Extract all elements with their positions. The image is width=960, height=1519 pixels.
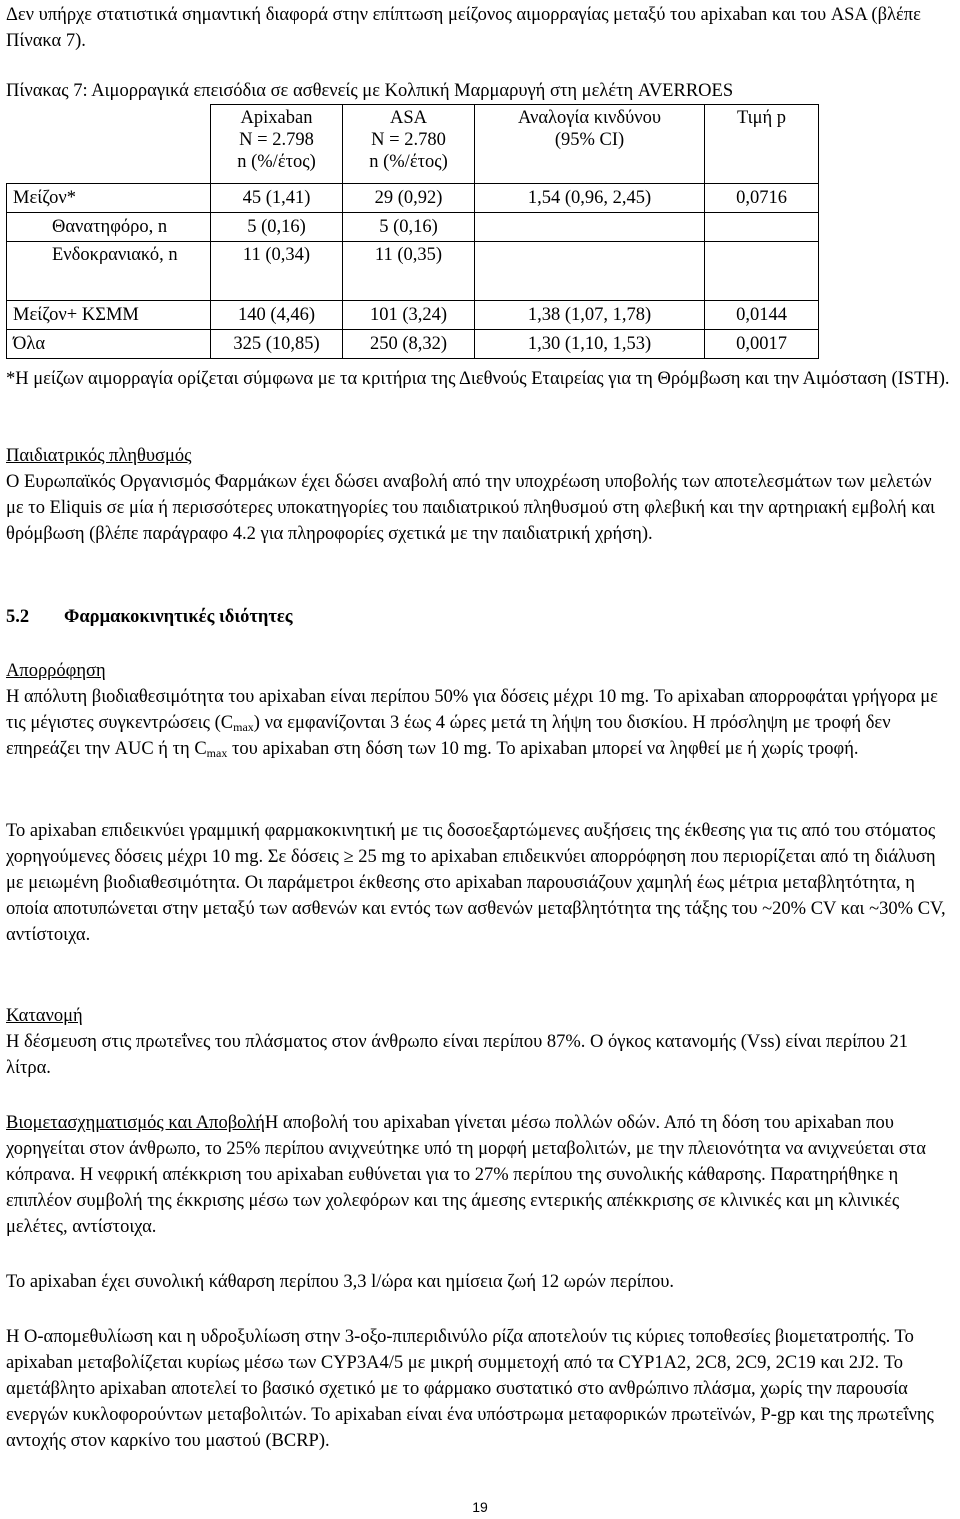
absorption-heading: Απορρόφηση — [6, 661, 106, 681]
pediatric-heading: Παιδιατρικός πληθυσμός — [6, 446, 192, 466]
section-number: 5.2 — [6, 607, 30, 627]
section-title: Φαρμακοκινητικές ιδιότητες — [64, 607, 293, 627]
cell-p-value — [705, 213, 819, 242]
cell-p-value: 0,0144 — [705, 301, 819, 330]
metabolism-paragraph-3: Η O-απομεθυλίωση και η υδροξυλίωση στην 3-οξο-πιπεριδινύλο ρίζα αποτελούν τις κύριες τοποθεσίες βιομετατροπής. Το apixaban μεταβολίζεται κυρίως μέσω των CYP3A4/5 με μικρή συμμετοχή από τα CYP1A2, 2C8, 2C9, 2C19 και 2J2. Το αμετάβλητο apixaban αποτελεί το βασικό σχετικό με το φάρμακο συστατικό στο ανθρώπινο πλάσμα, χωρίς την παρουσία ενεργών κυκλοφορούντων μεταβολιτών. Το apixaban είναι ένα υπόστρωμα μεταφορικών πρωτεϊνών, P-gp και της πρωτεΐνης αντοχής στον καρκίνο του μαστού (BCRP). — [6, 1327, 934, 1451]
header-asa — [343, 105, 475, 184]
absorption-text-a: Η απόλυτη βιοδιαθεσιμότητα του apixaban είναι περίπου 50% για δόσεις μέχρι 10 mg. Το apixaban απορροφάται γρήγορα με τις μέγιστες συγκεντρώσεις (C — [6, 687, 938, 733]
table-row — [7, 301, 819, 330]
absorption-paragraph-1 — [6, 684, 952, 762]
metabolism-paragraph-2: Το apixaban έχει συνολική κάθαρση περίπου 3,3 l/ώρα και ημίσεια ζωή 12 ωρών περίπου. — [6, 1272, 675, 1292]
pediatric-paragraph: Ο Ευρωπαϊκός Οργανισμός Φαρμάκων έχει δώσει αναβολή από την υποχρέωση υποβολής των αποτελεσμάτων των μελετών με το Eliquis σε μία ή περισσότερες υποκατηγορίες του παιδιατρικού πληθυσμού στη φλεβική και την αρτηριακή εμβολή και θρόμβωση (βλέπε παράγραφο 4.2 για πληροφορίες σχετικά με την παιδιατρική χρήση). — [6, 472, 936, 544]
row-label: Ενδοκρανιακό, n — [7, 242, 211, 301]
absorption-text-b: ) να εμφανίζονται 3 έως 4 ώρες μετά τη λήψη του δισκίου. Η πρόσληψη με τροφή δεν επηρεάζει την AUC ή τη C — [6, 713, 891, 759]
row-label: Θανατηφόρο, n — [7, 213, 211, 242]
cell-p-value — [705, 242, 819, 301]
cell-asa: 250 (8,32) — [343, 330, 475, 359]
absorption-paragraph-2: Το apixaban επιδεικνύει γραμμική φαρμακοκινητική με τις δοσοεξαρτώμενες αυξήσεις της έκθεσης για τις από του στόματος χορηγούμενες δόσεις μέχρι 10 mg. Σε δόσεις ≥ 25 mg το apixaban επιδεικνύει απορρόφηση που περιορίζεται από τη διάλυση με μειωμένη βιοδιαθεσιμότητα. Οι παράμετροι έκθεσης στο apixaban παρουσιάζουν χαμηλή έως μέτρια μεταβλητότητα, η οποία αποτυπώνεται στην μεταξύ των ασθενών και εντός των ασθενών μεταβλητότητα της τάξης του ~20% CV και ~30% CV, αντίστοιχα. — [6, 821, 946, 945]
cell-p-value: 0,0716 — [705, 184, 819, 213]
metabolism-text: Η αποβολή του apixaban γίνεται μέσω πολλών οδών. Από τη δόση του apixaban που χορηγείται στον άνθρωπο, το 25% περίπου ανιχνεύτηκε υπό τη μορφή μεταβολιτών, με την πλειονότητα να ανιχνεύεται στα κόπρανα. Η νεφρική απέκκριση του apixaban ευθύνεται για το 27% περίπου της συνολικής κάθαρσης. Παρατηρήθηκε η επιπλέον συμβολή της έκκρισης μέσω των χολεφόρων και της άμεσης εντερικής απέκκρισης σε κλινικές και μη κλινικές μελέτες, αντίστοιχα. — [6, 1113, 926, 1237]
page-number: 19 — [472, 1499, 488, 1515]
row-label: Μείζον* — [7, 184, 211, 213]
row-label: Όλα — [7, 330, 211, 359]
cell-apixaban: 325 (10,85) — [211, 330, 343, 359]
table-footnote: *Η μείζων αιμορραγία ορίζεται σύμφωνα με τα κριτήρια της Διεθνούς Εταιρείας για τη Θρόμβωση και την Αιμόσταση (ISTH). — [6, 369, 950, 389]
table-row — [7, 184, 819, 213]
header-asa-name: ASA — [389, 108, 427, 128]
cell-risk-ratio: 1,54 (0,96, 2,45) — [475, 184, 705, 213]
cell-p-value: 0,0017 — [705, 330, 819, 359]
cell-asa: 29 (0,92) — [343, 184, 475, 213]
section-5-2-heading — [6, 604, 952, 630]
header-empty-cell — [7, 105, 211, 184]
header-apixaban-unit: n (%/έτος) — [237, 152, 316, 172]
cell-risk-ratio: 1,30 (1,10, 1,53) — [475, 330, 705, 359]
table-row — [7, 242, 819, 301]
cell-apixaban: 5 (0,16) — [211, 213, 343, 242]
row-label: Μείζον+ ΚΣΜΜ — [7, 301, 211, 330]
table-row — [7, 213, 819, 242]
cell-risk-ratio — [475, 242, 705, 301]
cmax-subscript: max — [233, 720, 254, 734]
header-apixaban — [211, 105, 343, 184]
cell-risk-ratio — [475, 213, 705, 242]
cell-apixaban: 140 (4,46) — [211, 301, 343, 330]
header-apixaban-name: Apixaban — [240, 108, 313, 128]
header-asa-n: N = 2.780 — [371, 130, 446, 150]
cell-risk-ratio: 1,38 (1,07, 1,78) — [475, 301, 705, 330]
metabolism-heading: Βιομετασχηματισμός και Αποβολή — [6, 1113, 265, 1133]
header-risk-ratio — [475, 105, 705, 184]
absorption-text-c: του apixaban στη δόση των 10 mg. Το apixaban μπορεί να ληφθεί με ή χωρίς τροφή. — [227, 739, 859, 759]
metabolism-paragraph-1 — [6, 1110, 952, 1240]
bleeding-events-table — [6, 104, 819, 359]
cell-apixaban: 45 (1,41) — [211, 184, 343, 213]
header-apixaban-n: N = 2.798 — [239, 130, 314, 150]
distribution-paragraph: Η δέσμευση στις πρωτεΐνες του πλάσματος στον άνθρωπο είναι περίπου 87%. Ο όγκος κατανομής (Vss) είναι περίπου 21 λίτρα. — [6, 1032, 909, 1078]
table-caption: Πίνακας 7: Αιμορραγικά επεισόδια σε ασθενείς με Κολπική Μαρμαρυγή στη μελέτη AVERROES — [6, 81, 734, 101]
header-risk-ratio-ci: (95% CI) — [554, 130, 625, 150]
cell-apixaban: 11 (0,34) — [211, 242, 343, 301]
header-asa-unit: n (%/έτος) — [369, 152, 448, 172]
cell-asa: 5 (0,16) — [343, 213, 475, 242]
header-p-value: Τιμή p — [705, 105, 819, 184]
cell-asa: 101 (3,24) — [343, 301, 475, 330]
table-header-row — [7, 105, 819, 184]
cmax-subscript: max — [206, 746, 228, 760]
intro-paragraph: Δεν υπήρχε στατιστικά σημαντική διαφορά στην επίπτωση μείζονος αιμορραγίας μεταξύ του apixaban και του ASA (βλέπε Πίνακα 7). — [6, 5, 921, 51]
distribution-heading: Κατανομή — [6, 1006, 83, 1026]
header-risk-ratio-label: Αναλογία κινδύνου — [517, 108, 662, 128]
table-row — [7, 330, 819, 359]
cell-asa: 11 (0,35) — [343, 242, 475, 301]
